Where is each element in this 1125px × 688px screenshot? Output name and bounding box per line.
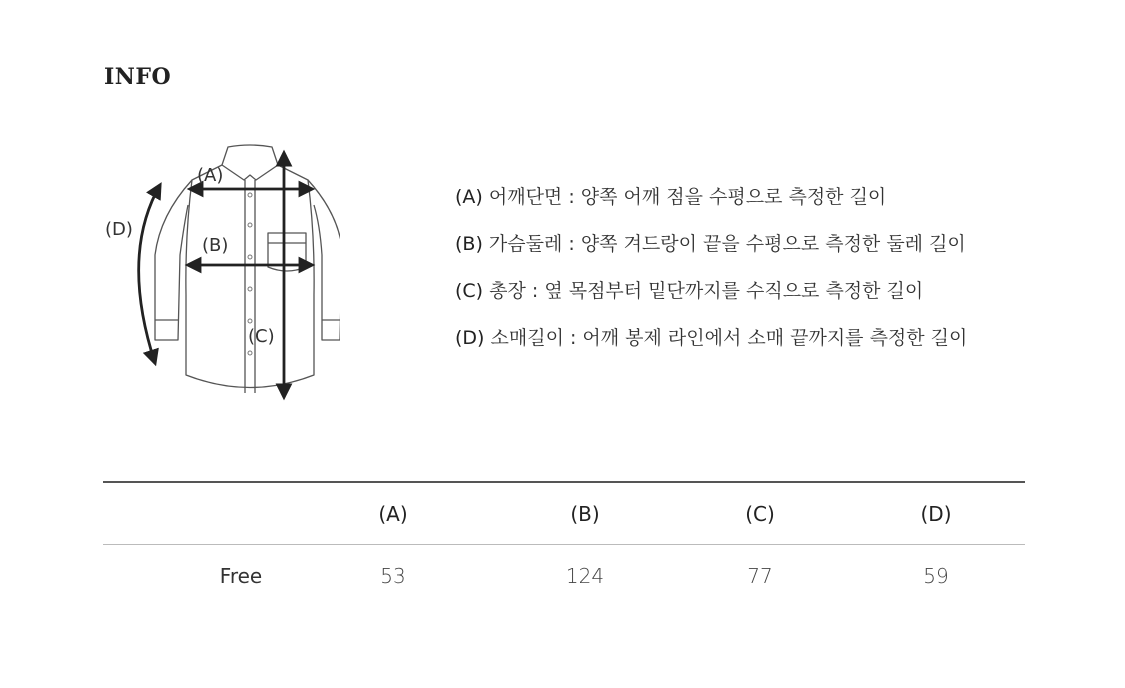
definition-a xyxy=(455,180,967,227)
definition-text: 소매길이 : 어깨 봉제 라인에서 소매 끝까지를 측정한 길이 xyxy=(490,327,968,349)
label-b: (B) xyxy=(202,235,229,256)
definition-b xyxy=(455,227,967,274)
definition-text: 어깨단면 : 양쪽 어깨 점을 수평으로 측정한 길이 xyxy=(488,186,887,208)
column-header-d: (D) xyxy=(920,501,952,526)
definition-key: (B) xyxy=(455,233,483,255)
section-title: INFO xyxy=(104,64,172,90)
column-header-c: (C) xyxy=(745,501,775,526)
cell-b: 124 xyxy=(565,564,605,588)
shirt-measurement-diagram xyxy=(100,135,340,410)
column-header-a: (A) xyxy=(378,501,408,526)
cell-d: 59 xyxy=(923,564,949,588)
definition-text: 가슴둘레 : 양쪽 겨드랑이 끝을 수평으로 측정한 둘레 길이 xyxy=(488,233,966,255)
label-a: (A) xyxy=(197,165,224,186)
label-c: (C) xyxy=(248,326,275,347)
definition-key: (D) xyxy=(455,327,485,349)
shirt-outline xyxy=(155,145,340,393)
table-row xyxy=(103,545,1025,607)
cell-c: 77 xyxy=(747,564,773,588)
measurement-definitions xyxy=(455,180,967,368)
table-header-row xyxy=(103,483,1025,544)
label-d: (D) xyxy=(105,219,133,240)
definition-key: (A) xyxy=(455,186,483,208)
size-table xyxy=(103,481,1025,607)
cell-a: 53 xyxy=(380,564,406,588)
definition-key: (C) xyxy=(455,280,484,302)
column-header-b: (B) xyxy=(570,501,600,526)
definition-d xyxy=(455,321,967,368)
arrow-d xyxy=(139,185,160,363)
row-label-size: Free xyxy=(219,564,263,588)
measurement-arrows xyxy=(139,153,312,397)
definition-c xyxy=(455,274,967,321)
definition-text: 총장 : 옆 목점부터 밑단까지를 수직으로 측정한 길이 xyxy=(489,280,924,302)
